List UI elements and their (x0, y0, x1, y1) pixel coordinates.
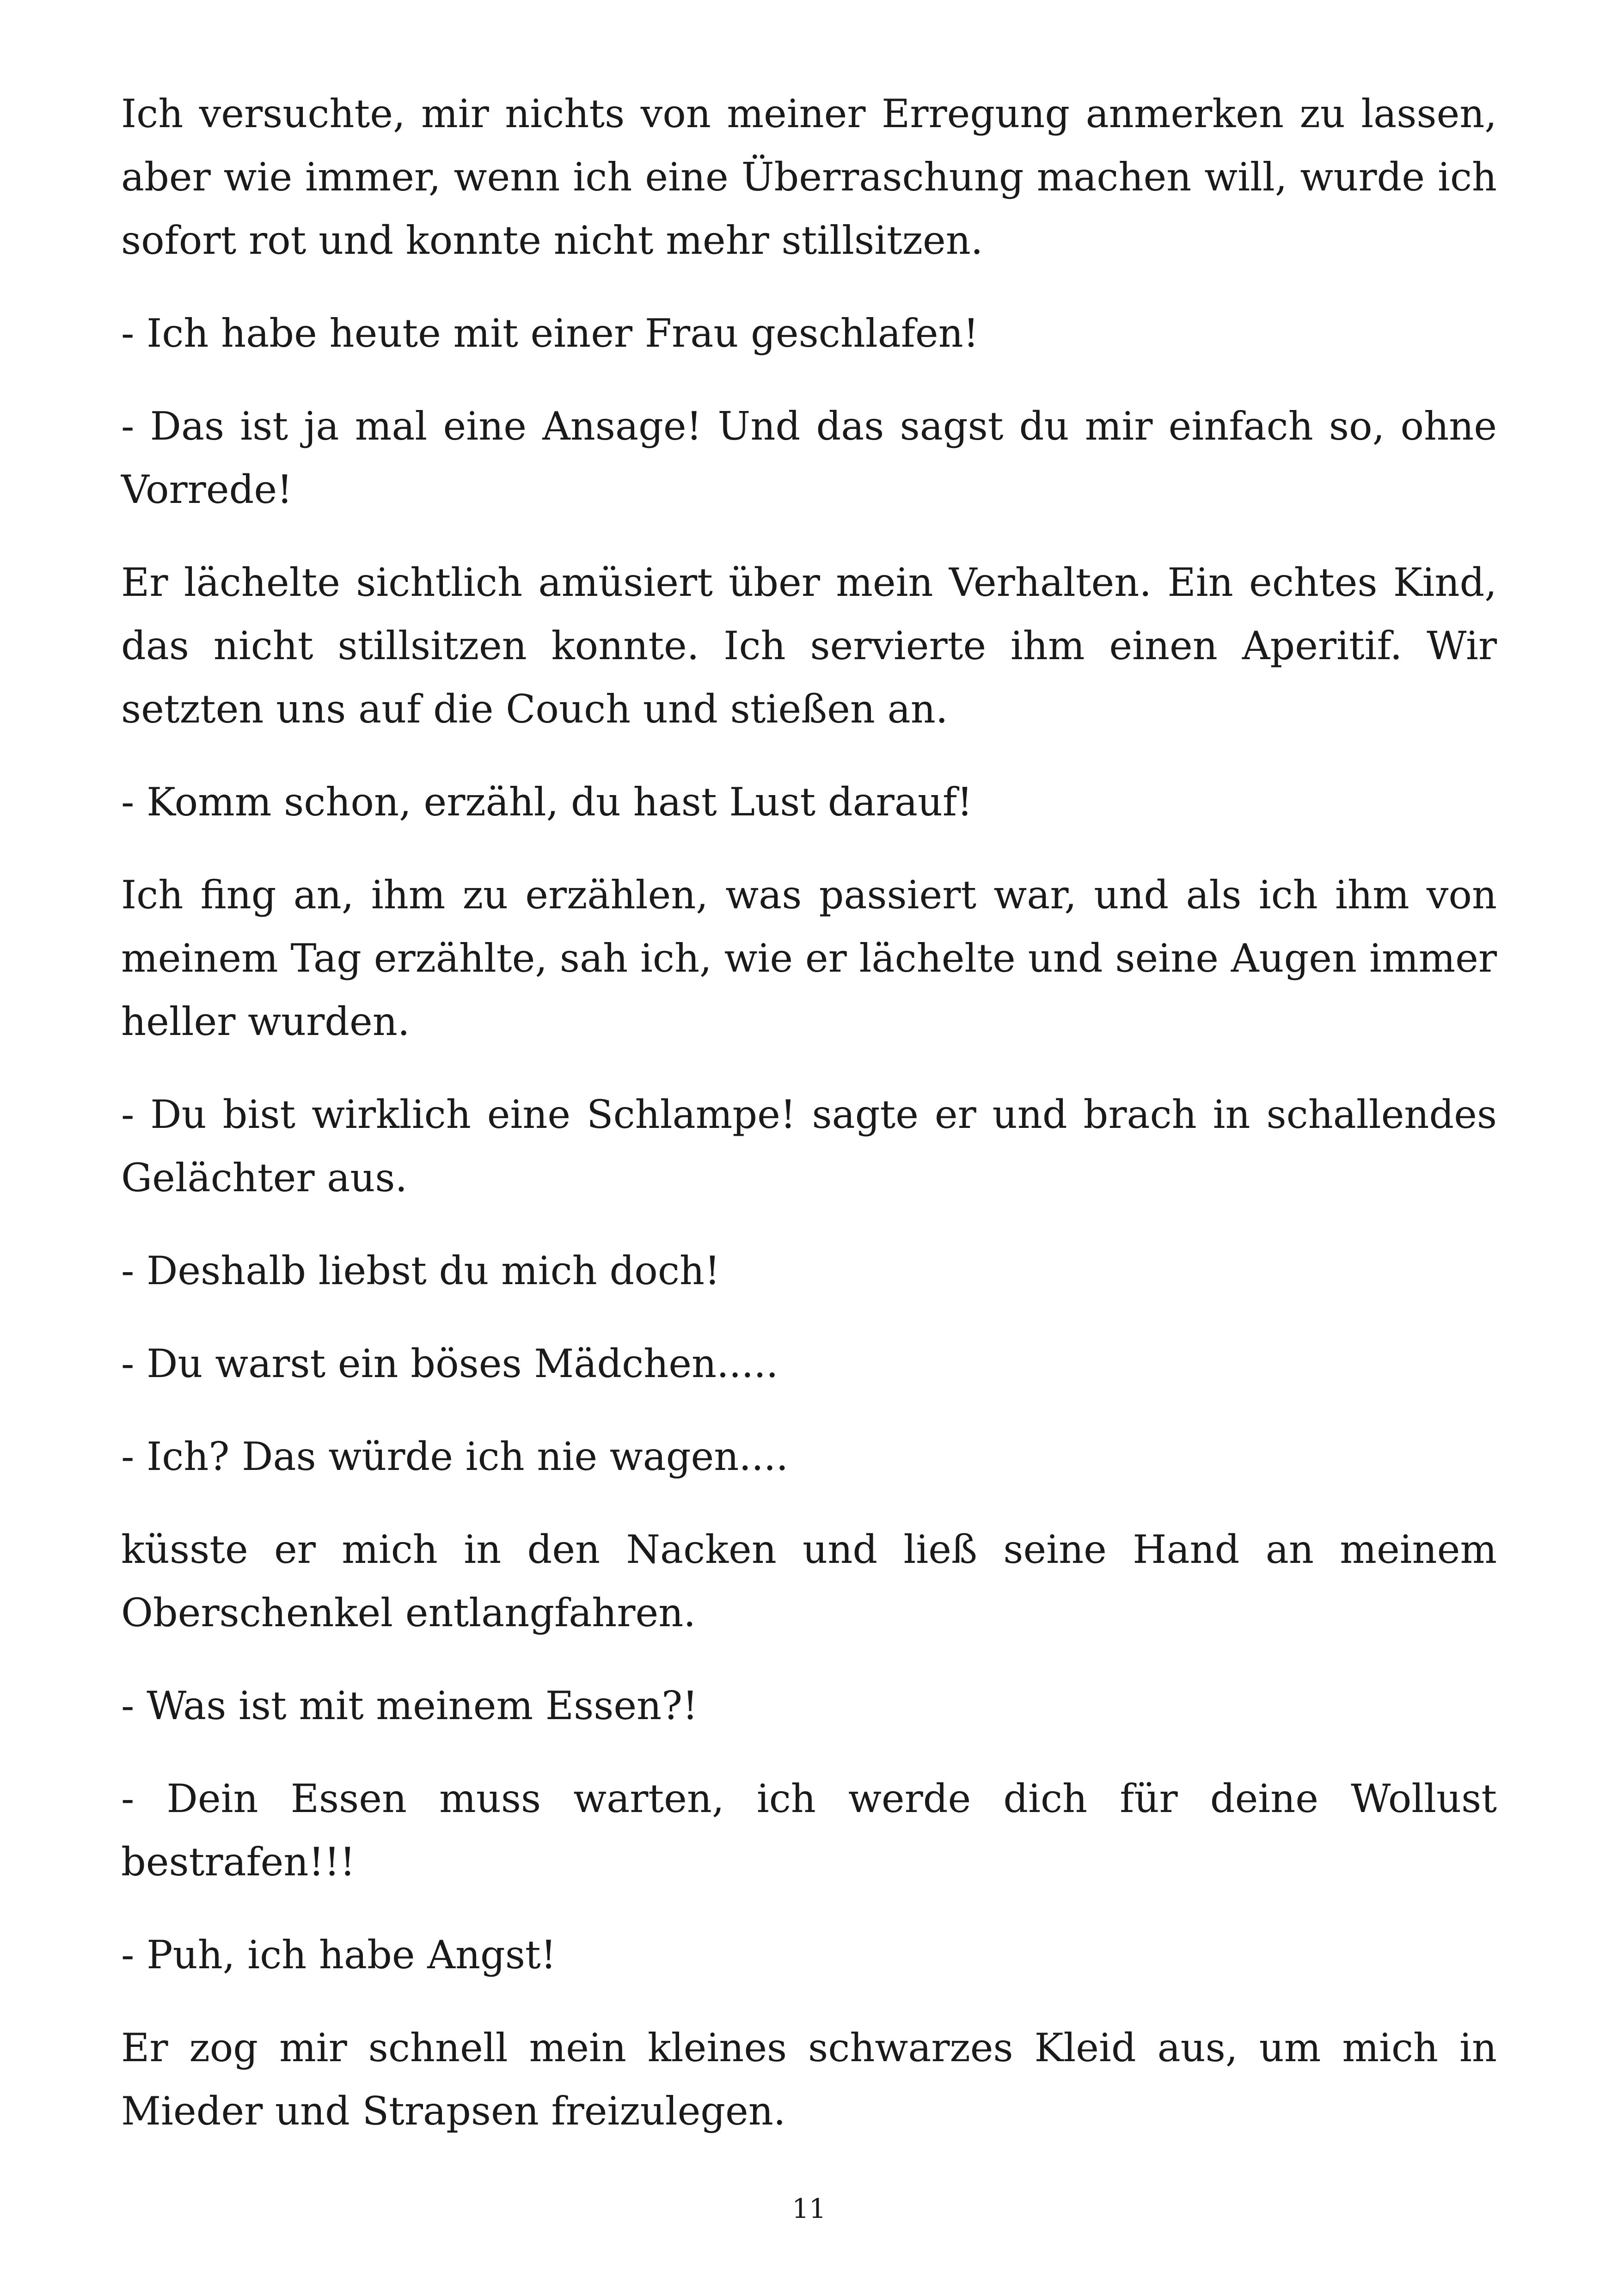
page-number: 11 (792, 2193, 826, 2224)
dialogue-line: - Du bist wirklich eine Schlampe! sagte er und brach in schallendes Gelächter aus. (121, 1092, 1497, 1200)
paragraph: Ich versuchte, mir nichts von meiner Erregung anmerken zu lassen, aber wie immer, wenn ich eine Überraschung machen will, wurde ich sofort rot und konnte nicht mehr stillsitzen. (121, 91, 1497, 263)
dialogue-line: - Du warst ein böses Mädchen..... (121, 1341, 778, 1386)
paragraph: küsste er mich in den Nacken und ließ seine Hand an meinem Oberschenkel entlangfahren. (121, 1527, 1497, 1635)
dialogue-line: - Komm schon, erzähl, du hast Lust darauf! (121, 779, 973, 825)
paragraph: Er zog mir schnell mein kleines schwarzes Kleid aus, um mich in Mieder und Strapsen freizulegen. (121, 2025, 1497, 2134)
paragraph: Ich fing an, ihm zu erzählen, was passiert war, und als ich ihm von meinem Tag erzählte, sah ich, wie er lächelte und seine Augen immer heller wurden. (121, 872, 1497, 1044)
dialogue-line: - Ich? Das würde ich nie wagen.... (121, 1434, 789, 1479)
page-body (121, 82, 1497, 2173)
dialogue-line: - Dein Essen muss warten, ich werde dich für deine Wollust bestrafen!!! (121, 1776, 1497, 1885)
dialogue-line: - Puh, ich habe Angst! (121, 1932, 557, 1978)
dialogue-line: - Was ist mit meinem Essen?! (121, 1683, 698, 1728)
dialogue-line: - Ich habe heute mit einer Frau geschlafen! (121, 311, 979, 356)
dialogue-line: - Das ist ja mal eine Ansage! Und das sagst du mir einfach so, ohne Vorrede! (121, 404, 1497, 512)
dialogue-line: - Deshalb liebst du mich doch! (121, 1248, 720, 1293)
paragraph: Er lächelte sichtlich amüsiert über mein Verhalten. Ein echtes Kind, das nicht stillsitzen konnte. Ich servierte ihm einen Aperitif. Wir setzten uns auf die Couch und stießen an. (121, 560, 1497, 732)
